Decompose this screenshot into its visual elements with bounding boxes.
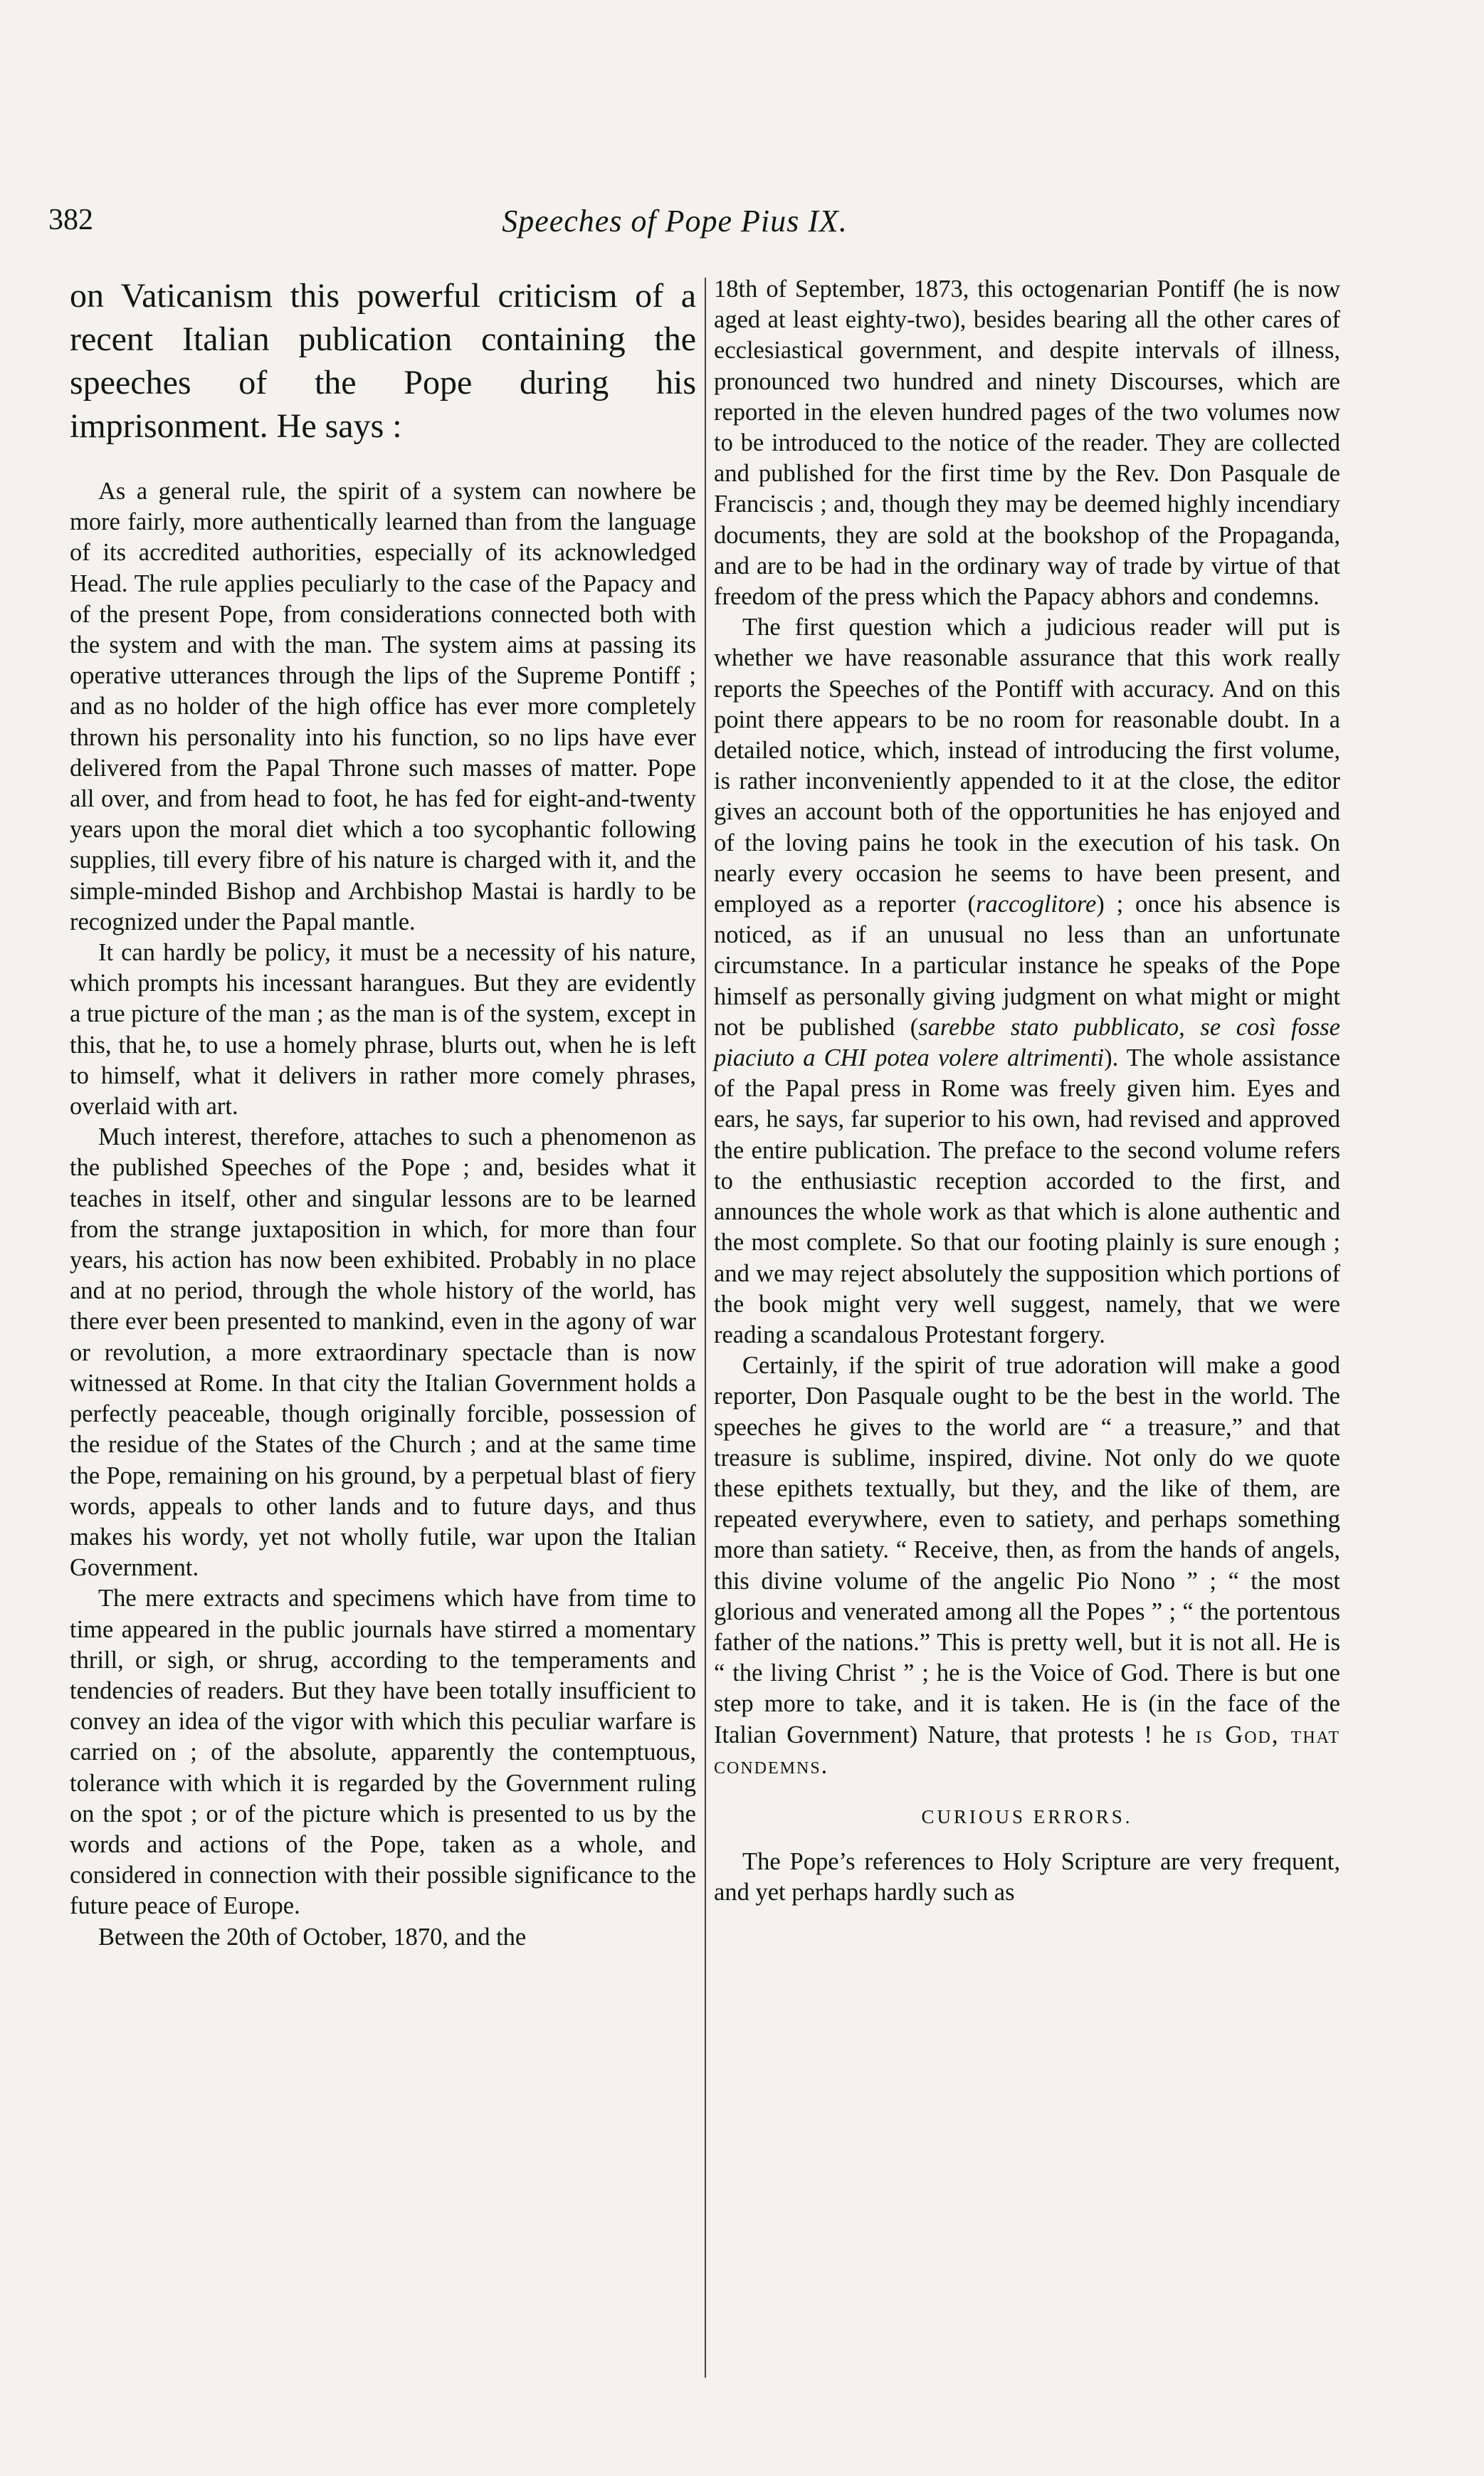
text-run: ) ; once his absence is noticed, as if an unusual no less than an unfortunate circumstance. In a particular instance he speaks of the Pope himself as personally giving judgment on what might or might not be published ( — [714, 891, 1340, 1041]
section-heading: CURIOUS ERRORS. — [921, 1805, 1133, 1827]
paragraph: The Pope’s references to Holy Scripture are very frequent, and yet perhaps hardly such as — [714, 1847, 1340, 1906]
running-head: Speeches of Pope Pius IX. — [502, 204, 848, 238]
left-column — [70, 274, 696, 1953]
italic-quote: sarebbe stato pubblicato, se così fosse piaciuto a CHI potea volere altrimenti — [714, 1013, 1340, 1072]
italic-quote: raccoglitore — [976, 891, 1097, 918]
paragraph — [714, 612, 1340, 1350]
paragraph: As a general rule, the spirit of a system can nowhere be more fairly, more authentically learned than from the language of its accredited authorities, especially of its acknowledged Head. The rule applies peculiarly to the case of the Papacy and of the present Pope, from considerations connected both with the system and with the man. The system aims at passing its operative utterances through the lips of the Supreme Pontiff ; and as no holder of the high office has ever more completely thrown his personality into his function, so no lips have ever delivered from the Papal Throne such masses of matter. Pope all over, and from head to foot, he has fed for eight-and-twenty years upon the moral diet which a too sycophantic following supplies, till every fibre of his nature is charged with it, and the simple-minded Bishop and Archbishop Mastai is hardly to be recognized under the Papal mantle. — [70, 478, 696, 935]
paragraph: It can hardly be policy, it must be a necessity of his nature, which prompts his incessant harangues. But they are evidently a true picture of the man ; as the man is of the system, except in this, that he, to use a homely phrase, blurts out, when he is left to himself, what it delivers in rather more comely phrases, overlaid with art. — [70, 939, 696, 1121]
paragraph: Much interest, therefore, attaches to such a phenomenon as the published Speeches of the Pope ; and, besides what it teaches in itself, other and singular lessons are to be learned from the strange juxtaposition in which, for more than four years, his action has now been exhibited. Probably in no place and at no period, through the whole history of the world, has there ever been presented to mankind, even in the agony of war or revolution, a more extraordinary spectacle than is now witnessed at Rome. In that city the Italian Government holds a perfectly peaceable, though originally forcible, possession of the residue of the States of the Church ; and at the same time the Pope, remaining on his ground, by a perpetual blast of fiery words, appeals to other lands and to future days, and thus makes his wordy, yet not wholly futile, war upon the Italian Government. — [70, 1123, 696, 1582]
paragraph — [714, 1350, 1340, 1781]
right-column — [714, 274, 1340, 1908]
column-divider — [705, 278, 706, 2378]
paragraph: Between the 20th of October, 1870, and the — [98, 1923, 527, 1951]
text-run: Certainly, if the spirit of true adoration will make a good reporter, Don Pasquale ought to be the best in the world. The speeches he gives to the world are “ a treasure,” and that treasure is sublime, inspired, divine. Not only do we quote these epithets textually, but they, and the like of them, are repeated everywhere, even to satiety, and perhaps something more than satiety. “ Receive, then, as from the hands of angels, this divine volume of the angelic Pio Nono ” ; “ the most glorious and venerated among all the Popes ” ; “ the portentous father of the nations.” This is pretty well, but it is not all. He is “ the living Christ ” ; he is the Voice of God. There is but one step more to take, and it is taken. He is (in the face of the Italian Government) Nature, that protests ! he — [714, 1352, 1340, 1748]
text-run: The first question which a judicious reader will put is whether we have reasonable assurance that this work really reports the Speeches of the Pontiff with accuracy. And on this point there appears to be no room for reasonable doubt. In a detailed notice, which, instead of introducing the first volume, is rather inconveniently appended to it at the close, the editor gives an account both of the opportunities he has enjoyed and of the loving pains he took in the execution of his task. On nearly every occasion he seems to have been present, and employed as a reporter ( — [714, 614, 1340, 918]
paragraph: 18th of September, 1873, this octogenarian Pontiff (he is now aged at least eighty-two), besides bearing all the other cares of ecclesiastical government, and despite intervals of illness, pronounced two hundred and ninety Discourses, which are reported in the eleven hundred pages of the two volumes now to be introduced to the notice of the reader. They are collected and published for the first time by the Rev. Don Pasquale de Franciscis ; and, though they may be deemed highly incendiary documents, they are sold at the bookshop of the Propaganda, and are to be had in the ordinary way of trade by virtue of that freedom of the press which the Papacy abhors and condemns. — [714, 276, 1340, 611]
page-header — [48, 203, 1301, 246]
small-caps-text: is God, that condemns. — [714, 1721, 1341, 1779]
text-run: ). The whole assistance of the Papal press in Rome was freely given him. Eyes and ears, he says, far superior to his own, had revised and approved the entire publication. The preface to the second volume refers to the enthusiastic reception accorded to the first, and announces the whole work as that which is alone authentic and the most complete. So that our footing plainly is sure enough ; and we may reject absolutely the supposition which portions of the book might very well suggest, namely, that we were reading a scandalous Protestant forgery. — [714, 1044, 1341, 1348]
page-number: 382 — [48, 204, 93, 236]
intro-text: on Vaticanism this powerful criticism of a recent Italian publication containing the speeches of the Pope during his imprisonment. He says : — [70, 277, 696, 445]
paragraph: The mere extracts and specimens which have from time to time appeared in the public journals have stirred a momentary thrill, or sigh, or shrug, according to the temperaments and tendencies of readers. But they have been totally insufficient to convey an idea of the vigor with which this peculiar warfare is carried on ; of the absolute, apparently the contemptuous, tolerance with which it is regarded by the Government ruling on the spot ; or of the picture which is presented to us by the words and actions of the Pope, taken as a whole, and considered in connection with their possible significance to the future peace of Europe. — [70, 1585, 696, 1920]
